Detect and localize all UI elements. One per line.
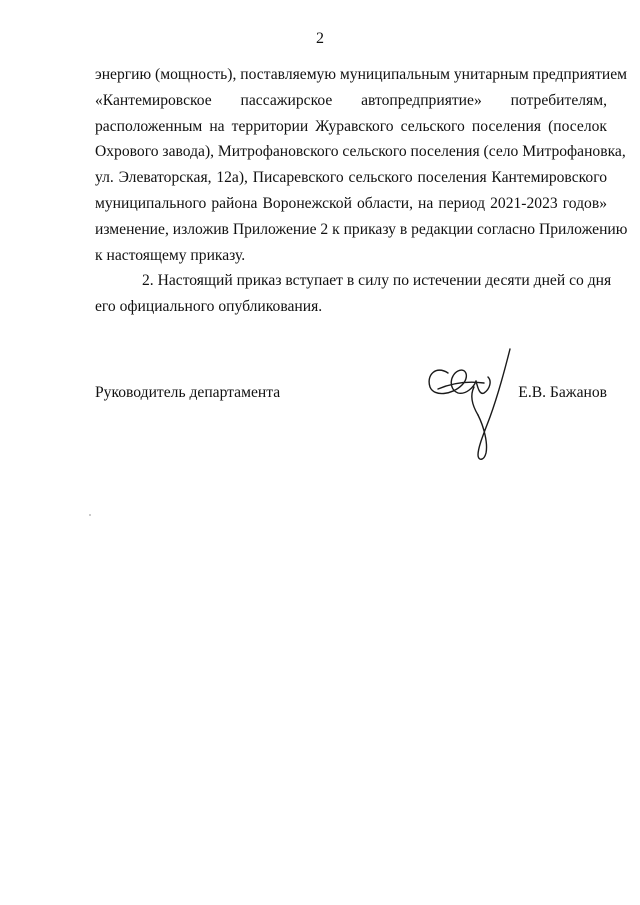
paragraph-1 <box>95 62 628 268</box>
text-line: расположенным на территории Журавского сельского поселения (поселок <box>95 117 607 135</box>
text-line: муниципального района Воронежской области, на период 2021-2023 годов» <box>95 194 607 212</box>
text-line: к настоящему приказу. <box>95 246 246 264</box>
text-line: энергию (мощность), поставляемую муниципальным унитарным предприятием <box>95 66 628 83</box>
document-body <box>95 62 628 320</box>
text-line: его официального опубликования. <box>95 298 323 316</box>
text-line: 2. Настоящий приказ вступает в силу по истечении десяти дней со дня <box>142 272 612 290</box>
text-line: изменение, изложив Приложение 2 к приказу в редакции согласно Приложению <box>95 220 628 238</box>
scan-speck <box>89 514 91 516</box>
handwritten-signature <box>418 343 518 463</box>
text-line: «Кантемировское пассажирское автопредприятие» потребителям, <box>95 91 607 109</box>
text-line: Охрового завода), Митрофановского сельского поселения (село Митрофановка, <box>95 143 626 161</box>
paragraph-2 <box>95 268 612 320</box>
signatory-title: Руководитель департамента <box>95 384 281 401</box>
text-line: ул. Элеваторская, 12а), Писаревского сельского поселения Кантемировского <box>95 169 607 187</box>
page-number: 2 <box>316 30 324 47</box>
signatory-name: Е.В. Бажанов <box>518 384 607 401</box>
